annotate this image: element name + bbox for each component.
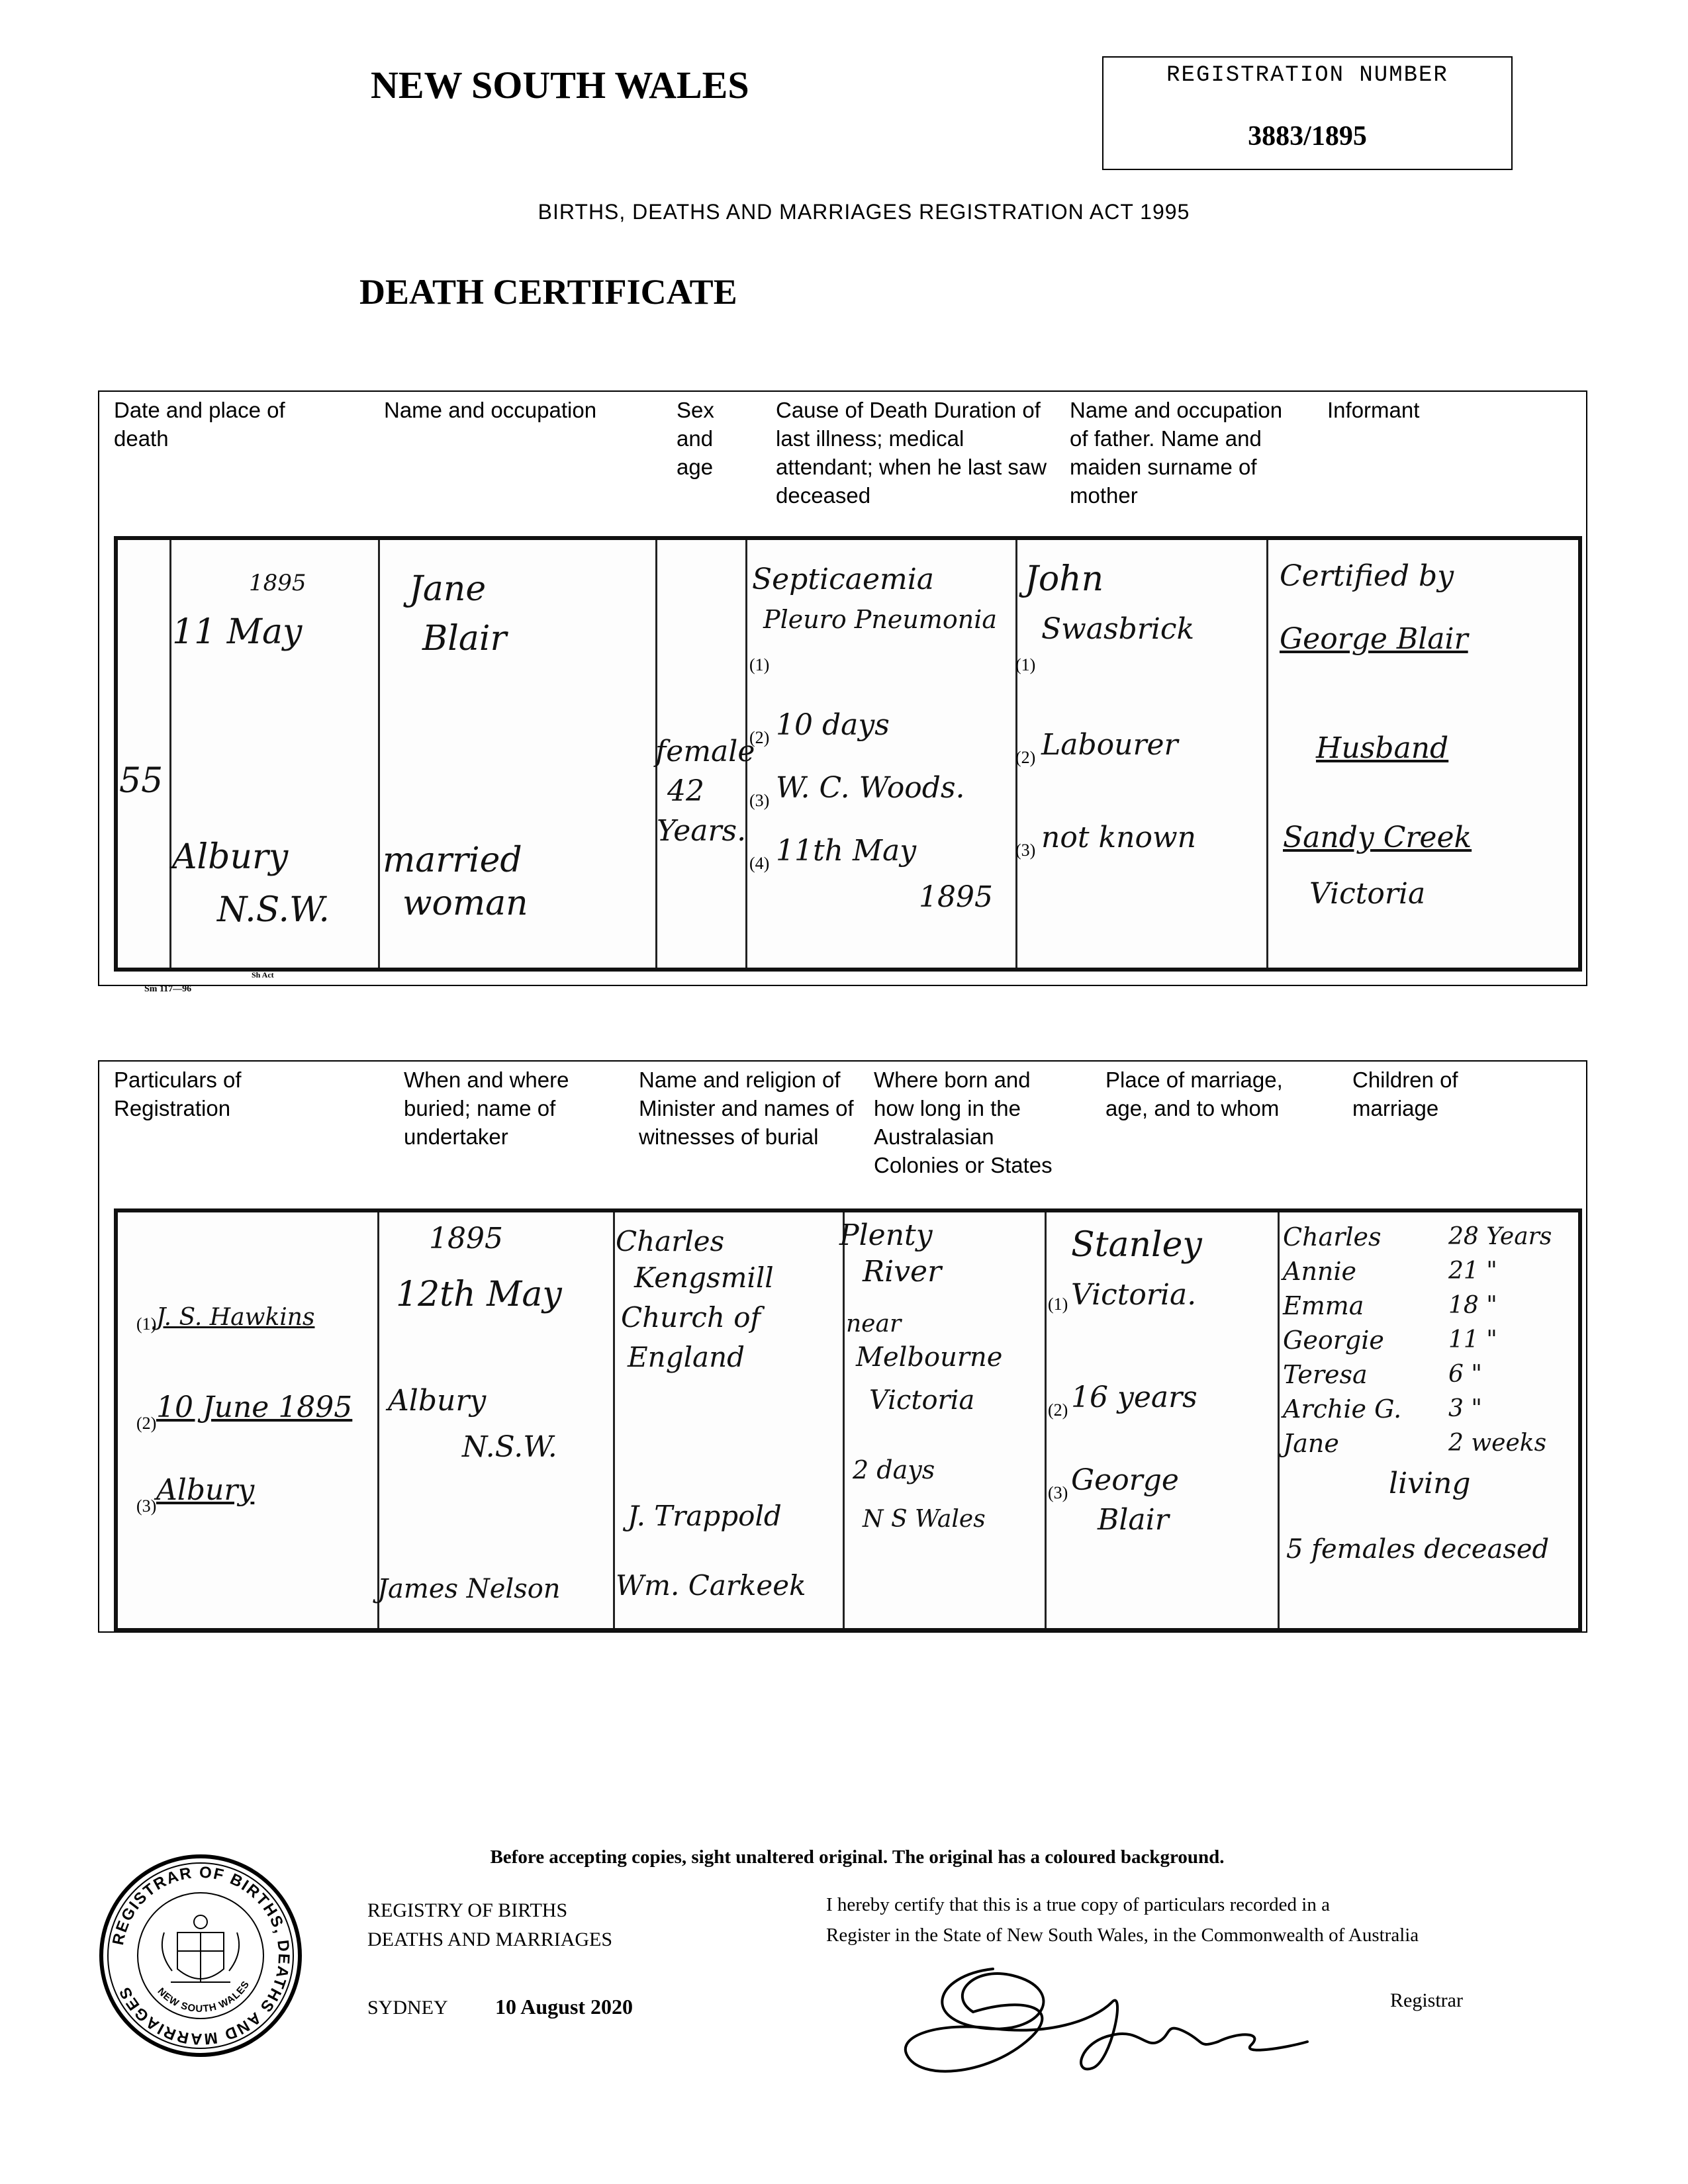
- birthplace-4: Melbourne: [856, 1342, 1003, 1373]
- child-age: 18 ": [1448, 1292, 1497, 1319]
- deceased-sex: female: [655, 735, 755, 768]
- registrar-label: Registrar: [1390, 1989, 1463, 2011]
- colonies-duration: 2 days: [853, 1455, 935, 1484]
- signature-icon: [894, 1949, 1317, 2095]
- father-surname: Swasbrick: [1041, 612, 1195, 646]
- child-name: Charles: [1283, 1222, 1382, 1251]
- registrar-name: J. S. Hawkins: [156, 1304, 315, 1331]
- child-age: 28 Years: [1448, 1223, 1552, 1250]
- birthplace-3: near: [846, 1310, 902, 1338]
- child-name: Jane: [1283, 1429, 1339, 1458]
- witness-1: J. Trappold: [628, 1500, 782, 1532]
- death-place: Albury: [172, 837, 289, 877]
- deceased-occupation-1: married: [383, 841, 522, 880]
- header-minister-witnesses: Name and religion of Minister and names of witnesses of burial: [639, 1068, 854, 1149]
- burial-date: 12th May: [396, 1275, 562, 1314]
- seal-outer-text: REGISTRAR OF BIRTHS, DEATHS AND MARRIAGES: [109, 1863, 293, 2048]
- death-year: 1895: [249, 570, 306, 596]
- registration-number-box: [1102, 56, 1513, 170]
- child-age: 21 ": [1448, 1257, 1497, 1285]
- last-seen-date: 11th May: [776, 834, 917, 868]
- cause-marker-2: (2): [749, 728, 770, 747]
- illness-duration: 10 days: [776, 708, 890, 742]
- state-title: NEW SOUTH WALES: [371, 64, 749, 107]
- issue-date: 10 August 2020: [495, 1995, 633, 2019]
- children-living: living: [1389, 1467, 1471, 1500]
- registration-marker-3: (3): [136, 1496, 157, 1516]
- minister-religion-1: Church of: [621, 1301, 761, 1334]
- marriage-age: 16 years: [1071, 1381, 1197, 1414]
- birthplace-1: Plenty: [839, 1218, 933, 1252]
- certification-line-1: I hereby certify that this is a true copy of particulars recorded in a: [826, 1894, 1330, 1915]
- father-occupation: Labourer: [1041, 728, 1178, 762]
- father-marker-1: (1): [1015, 655, 1036, 674]
- mother-name: not known: [1041, 821, 1196, 854]
- registry-name-line-1: REGISTRY OF BIRTHS: [367, 1899, 568, 1921]
- child-name: Annie: [1283, 1257, 1357, 1286]
- header-name-occupation: Name and occupation: [384, 398, 597, 422]
- informant-residence-2: Victoria: [1309, 877, 1426, 911]
- child-name: Teresa: [1283, 1360, 1368, 1389]
- registration-marker-2: (2): [136, 1414, 157, 1433]
- entry-number: 55: [119, 761, 164, 801]
- marriage-marker-3: (3): [1048, 1483, 1068, 1502]
- deceased-occupation-2: woman: [402, 884, 528, 923]
- child-age: 6 ": [1448, 1361, 1482, 1388]
- father-marker-3: (3): [1015, 841, 1036, 860]
- undertaker-name: James Nelson: [377, 1574, 561, 1604]
- birthplace-5: Victoria: [869, 1385, 975, 1416]
- marriage-marker-1: (1): [1048, 1295, 1068, 1314]
- father-first-name: John: [1025, 559, 1104, 599]
- medical-attendant: W. C. Woods.: [776, 771, 965, 805]
- witness-2: Wm. Carkeek: [616, 1569, 806, 1602]
- birthplace-2: River: [863, 1255, 942, 1289]
- header-burial: When and where buried; name of undertaker: [404, 1068, 569, 1149]
- svg-text:NEW SOUTH WALES: [155, 1979, 252, 2015]
- child-age: 3 ": [1448, 1395, 1482, 1422]
- informant-line-1: Certified by: [1280, 559, 1454, 593]
- header-informant: Informant: [1327, 398, 1420, 422]
- registry-name-line-2: DEATHS AND MARRIAGES: [367, 1929, 613, 1950]
- colonies-state: N S Wales: [863, 1506, 986, 1533]
- registrar-seal: [98, 1853, 303, 2058]
- form-reference-2: Sh Act: [252, 970, 274, 979]
- burial-year: 1895: [429, 1222, 503, 1255]
- cause-marker-1: (1): [749, 655, 770, 674]
- death-date: 11 May: [172, 612, 303, 652]
- registration-number: 3883/1895: [1248, 121, 1367, 152]
- last-seen-year: 1895: [919, 880, 993, 914]
- marriage-marker-2: (2): [1048, 1400, 1068, 1420]
- child-name: Georgie: [1283, 1326, 1384, 1355]
- header-particulars-registration: Particulars of Registration: [114, 1068, 242, 1120]
- header-cause-of-death: Cause of Death Duration of last illness; medical attendant; when he last saw deceased: [776, 398, 1047, 508]
- registration-marker-1: (1): [136, 1314, 157, 1334]
- certification-line-2: Register in the State of New South Wales, in the Commonwealth of Australia: [826, 1925, 1419, 1946]
- marriage-place-2: Victoria.: [1071, 1278, 1197, 1312]
- minister-name-2: Kengsmill: [634, 1261, 774, 1294]
- issue-city: SYDNEY: [367, 1997, 448, 2019]
- cause-marker-3: (3): [749, 791, 770, 810]
- header-parents: Name and occupation of father. Name and maiden surname of mother: [1070, 398, 1283, 508]
- header-children: Children of marriage: [1352, 1068, 1458, 1120]
- header-date-place: Date and place of death: [114, 398, 285, 451]
- child-age: 11 ": [1448, 1326, 1497, 1353]
- children-deceased: 5 females deceased: [1286, 1534, 1550, 1565]
- seal-icon: [98, 1853, 303, 2058]
- minister-religion-2: England: [628, 1341, 745, 1373]
- header-sex-age: Sex and age: [677, 398, 714, 479]
- burial-place: Albury: [388, 1384, 487, 1418]
- seal-inner-text: NEW SOUTH WALES: [155, 1978, 252, 2015]
- burial-place-state: N.S.W.: [462, 1430, 557, 1464]
- authenticity-notice: Before accepting copies, sight unaltered original. The original has a coloured background.: [490, 1846, 1225, 1868]
- registration-date: 10 June 1895: [156, 1390, 353, 1424]
- informant-residence-1: Sandy Creek: [1283, 821, 1472, 854]
- deceased-age-unit: Years.: [657, 814, 747, 848]
- child-age: 2 weeks: [1448, 1430, 1547, 1457]
- spouse-first-name: George: [1071, 1463, 1179, 1497]
- register-extract-registration: [114, 1208, 1582, 1632]
- child-name: Archie G.: [1283, 1394, 1402, 1424]
- death-place-state: N.S.W.: [217, 890, 330, 930]
- deceased-age: 42: [667, 774, 704, 808]
- deceased-first-name: Jane: [409, 569, 487, 609]
- cause-marker-4: (4): [749, 854, 770, 873]
- informant-relation: Husband: [1316, 731, 1449, 765]
- cause-of-death-2: Pleuro Pneumonia: [763, 605, 998, 634]
- certificate-title: DEATH CERTIFICATE: [359, 272, 737, 312]
- deceased-surname: Blair: [422, 619, 507, 659]
- act-title: BIRTHS, DEATHS AND MARRIAGES REGISTRATION ACT 1995: [538, 200, 1190, 224]
- registration-place: Albury: [156, 1473, 255, 1507]
- header-birthplace: Where born and how long in the Australasian Colonies or States: [874, 1068, 1053, 1177]
- form-reference: Sm 117—96: [144, 984, 192, 994]
- marriage-place-1: Stanley: [1071, 1225, 1202, 1265]
- registrar-signature: [894, 1949, 1317, 2095]
- cause-of-death-1: Septicaemia: [752, 563, 935, 596]
- informant-name: George Blair: [1280, 622, 1468, 656]
- header-marriage: Place of marriage, age, and to whom: [1105, 1068, 1283, 1120]
- spouse-surname: Blair: [1098, 1503, 1169, 1537]
- registration-number-label: REGISTRATION NUMBER: [1166, 63, 1448, 88]
- father-marker-2: (2): [1015, 748, 1036, 767]
- child-name: Emma: [1283, 1291, 1364, 1320]
- minister-name-1: Charles: [616, 1225, 725, 1257]
